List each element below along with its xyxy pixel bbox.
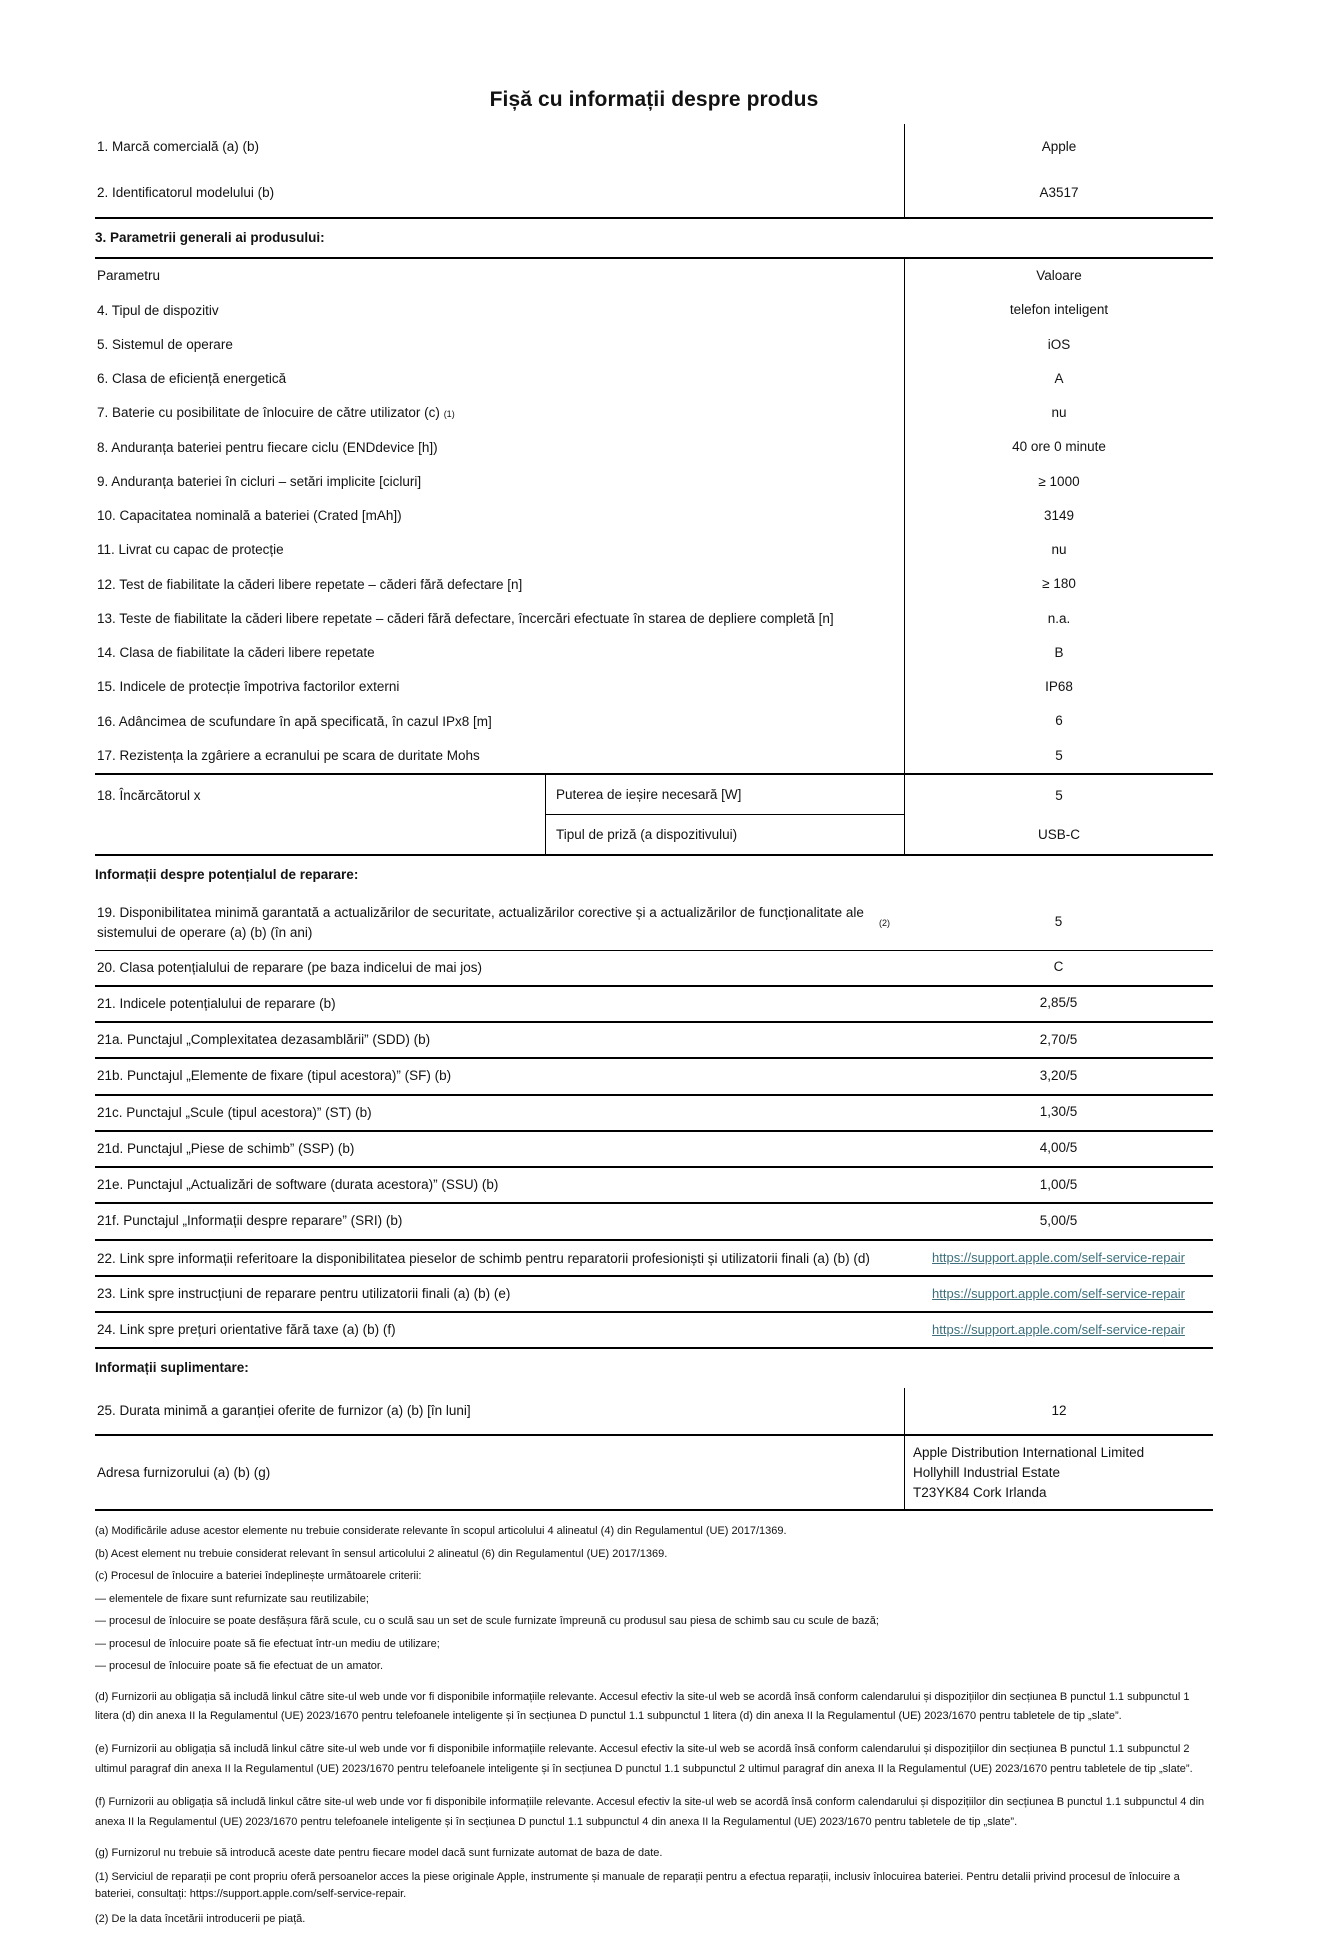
table-row (95, 1313, 1213, 1349)
row-label: 21a. Punctajul „Complexitatea dezasamblării” (SDD) (b) (97, 1032, 431, 1048)
row-label: 13. Teste de fiabilitate la căderi libere repetate – căderi fără defectare, încercări efectuate în starea de depliere completă [n] (97, 610, 834, 626)
row-value: n.a. (904, 602, 1213, 636)
section-title-general: 3. Parametrii generali ai produsului: (95, 219, 1213, 260)
row-value (904, 1277, 1213, 1311)
table-row (95, 1132, 1213, 1168)
footnote-c-item: — procesul de înlocuire se poate desfășura fără scule, cu o sculă sau un set de scule furnizate împreună cu produsul sau piesa de schimb sau cu scule de bază; (95, 1615, 879, 1628)
row-value: IP68 (904, 670, 1213, 704)
row-label: 5. Sistemul de operare (97, 336, 233, 352)
footnote-c-item: — elementele de fixare sunt refurnizate sau reutilizabile; (95, 1592, 369, 1605)
row-label: 21c. Punctajul „Scule (tipul acestora)” (ST) (b) (97, 1104, 372, 1120)
row-label: 2. Identificatorul modelului (b) (97, 185, 275, 201)
row-label: 21d. Punctajul „Piese de schimb” (SSP) (b) (97, 1140, 355, 1156)
footnote-g: (g) Furnizorul nu trebuie să introducă aceste date pentru fiecare model dacă sunt furnizate automat de baza de date. (95, 1847, 663, 1860)
row-label: 11. Livrat cu capac de protecție (97, 542, 284, 558)
table-row (95, 294, 1213, 328)
table-row (95, 499, 1213, 533)
table-row (95, 636, 1213, 670)
row-value: 5 (904, 739, 1213, 773)
row-label: 23. Link spre instrucțiuni de reparare pentru utilizatorii finali (a) (b) (e) (97, 1285, 511, 1301)
footnote-c-item: — procesul de înlocuire poate să fie efectuat într-un mediu de utilizare; (95, 1637, 440, 1650)
table-row (95, 951, 1213, 987)
table-row (95, 124, 1213, 170)
row-value: nu (904, 533, 1213, 567)
row-label: Adresa furnizorului (a) (b) (g) (97, 1464, 271, 1480)
section-title-additional: Informații suplimentare: (95, 1360, 249, 1376)
table-row (95, 602, 1213, 636)
row-value: iOS (904, 328, 1213, 362)
row-value: 12 (904, 1388, 1213, 1434)
table-row (95, 739, 1213, 773)
footnote-2: (2) De la data încetării introducerii pe piață. (95, 1913, 306, 1926)
table-row (95, 362, 1213, 396)
row-value: 5 (1054, 913, 1063, 929)
footnote-a: (a) Modificările aduse acestor elemente nu trebuie considerate relevante în scopul articolului 4 alineatul (4) din Regulamentul (UE) 2017/1369. (95, 1525, 787, 1538)
table-row (95, 1023, 1213, 1059)
row-label: 1. Marcă comercială (a) (b) (97, 139, 260, 154)
row-value: 1,30/5 (1039, 1104, 1078, 1120)
self-service-repair-link[interactable]: https://support.apple.com/self-service-repair (932, 1285, 1185, 1301)
row-label: 21. Indicele potențialului de reparare (b) (97, 995, 336, 1011)
row-value: A (904, 362, 1213, 396)
table-row (95, 705, 1213, 739)
table-row (95, 170, 1213, 216)
table-row (95, 1388, 1213, 1436)
row-value: telefon inteligent (904, 294, 1213, 328)
row-label: 10. Capacitatea nominală a bateriei (Crated [mAh]) (97, 508, 402, 524)
table-row (95, 987, 1213, 1023)
row-label: 15. Indicele de protecție împotriva factorilor externi (97, 679, 400, 695)
table-row (95, 670, 1213, 704)
charger-sub-label: Tipul de priză (a dispozitivului) (545, 815, 904, 854)
row-label: 20. Clasa potențialului de reparare (pe baza indicelui de mai jos) (97, 959, 482, 975)
footnote-c: (c) Procesul de înlocuire a bateriei îndeplinește următoarele criterii: (95, 1570, 422, 1583)
table-row (95, 431, 1213, 465)
row-value: 4,00/5 (1039, 1140, 1078, 1156)
table-row (95, 328, 1213, 362)
row-value: 2,85/5 (1039, 995, 1078, 1011)
row-label: 17. Rezistența la zgâriere a ecranului pe scara de duritate Mohs (97, 747, 480, 763)
identity-block (95, 124, 1213, 219)
table-row (95, 396, 1213, 430)
supplier-address (904, 1436, 1213, 1509)
row-value: 1,00/5 (1039, 1176, 1078, 1192)
charger-sub-label: Puterea de ieșire necesară [W] (545, 775, 904, 815)
footnote-b: (b) Acest element nu trebuie considerat relevant în sensul articolului 2 alineatul (6) din Regulamentul (UE) 2017/1369. (95, 1547, 668, 1560)
row-label: 9. Anduranța bateriei în cicluri – setări implicite [cicluri] (97, 473, 422, 489)
row-label: 8. Anduranța bateriei pentru fiecare ciclu (ENDdevice [h]) (97, 439, 438, 455)
supplier-address-line: T23YK84 Cork Irlanda (913, 1484, 1047, 1500)
table-row (95, 1059, 1213, 1095)
row-value: Apple (904, 124, 1213, 170)
row-label: 16. Adâncimea de scufundare în apă specificată, în cazul IPx8 [m] (97, 713, 492, 729)
section-title-repair: Informații despre potențialul de reparare: (95, 867, 359, 883)
row-label: 22. Link spre informații referitoare la disponibilitatea pieselor de schimb pentru reparatorii profesioniști și utilizatorii finali (a) (b) (d) (97, 1250, 870, 1266)
supplier-address-line: Apple Distribution International Limited (913, 1445, 1145, 1461)
row-label: 21e. Punctajul „Actualizări de software (durata acestora)” (SSU) (b) (97, 1177, 499, 1193)
row-label: 4. Tipul de dispozitiv (97, 302, 219, 318)
footnote-c-item: — procesul de înlocuire poate să fie efectuat de un amator. (95, 1660, 384, 1673)
table-row (95, 568, 1213, 602)
row-label: 19. Disponibilitatea minimă garantată a actualizărilor de securitate, actualizărilor corective și a actualizărilor de funcționalitate ale sistemului de operare (a) (b) (în ani) (2) (97, 905, 890, 941)
row-label: 21b. Punctajul „Elemente de fixare (tipul acestora)” (SF) (b) (97, 1068, 452, 1084)
footnote-d: (d) Furnizorii au obligația să includă linkul către site-ul web unde vor fi disponibile informațiile relevante. Accesul efectiv la site-ul web se acordă însă conform calendarului și dispozițiilor din secțiunea B punctul 1.1 subpunctul 1 litera (d) din anexa II la Regulamentul (UE) 2023/1670 pentru telefoanele inteligente și în secțiunea D punctul 1.1 subpunctul 1 litera (d) din anexa II la Regulamentul (UE) 2023/1670 pentru tabletele de tip „slate”. (95, 1690, 1190, 1723)
row-label: 21f. Punctajul „Informații despre reparare” (SRI) (b) (97, 1213, 403, 1229)
general-parameters-block (95, 259, 1213, 775)
table-row (95, 1277, 1213, 1313)
row-value: 3,20/5 (1039, 1067, 1078, 1083)
row-value: 40 ore 0 minute (904, 431, 1213, 465)
row-label: 25. Durata minimă a garanției oferite de furnizor (a) (b) [în luni] (97, 1403, 471, 1419)
row-value (904, 1241, 1213, 1275)
row-value: 3149 (904, 499, 1213, 533)
charger-row (95, 775, 1213, 856)
page-title: Fișă cu informații despre produs (489, 88, 819, 111)
table-row (95, 533, 1213, 567)
footnotes (95, 1511, 1213, 1927)
self-service-repair-link[interactable]: https://support.apple.com/self-service-repair (932, 1249, 1185, 1265)
row-value: C (1053, 959, 1064, 975)
supplier-address-row (95, 1436, 1213, 1511)
row-label: 7. Baterie cu posibilitate de înlocuire de către utilizator (c) (1) (97, 405, 455, 421)
charger-sub-value: 5 (904, 775, 1213, 815)
table-row (95, 1096, 1213, 1132)
column-header-valoare: Valoare (904, 259, 1213, 293)
row-label: 14. Clasa de fiabilitate la căderi libere repetate (97, 645, 375, 661)
supplier-address-line: Hollyhill Industrial Estate (913, 1464, 1061, 1480)
product-information-sheet (95, 0, 1213, 1928)
charger-sub-value: USB-C (904, 815, 1213, 854)
row-value: B (904, 636, 1213, 670)
row-label: 6. Clasa de eficiență energetică (97, 371, 287, 387)
table-row (95, 1204, 1213, 1240)
table-row (95, 1168, 1213, 1204)
table-row (95, 465, 1213, 499)
row-value: nu (904, 396, 1213, 430)
row-value: 2,70/5 (1039, 1031, 1078, 1047)
row-value: ≥ 180 (904, 568, 1213, 602)
row-value: ≥ 1000 (904, 465, 1213, 499)
row-label: 18. Încărcătorul x (97, 788, 201, 804)
footnote-e: (e) Furnizorii au obligația să includă linkul către site-ul web unde vor fi disponibile informațiile relevante. Accesul efectiv la site-ul web se acordă însă conform calendarului și dispozițiilor din secțiunea B punctul 1.1 subpunctul 2 ultimul paragraf din anexa II la Regulamentul (UE) 2023/1670 pentru telefoanele inteligente și în secțiunea D punctul 1.1 subpunctul 2 ultimul paragraf din anexa II la Regulamentul (UE) 2023/1670 pentru tabletele de tip „slate”. (95, 1743, 1193, 1775)
table-row (95, 895, 1213, 951)
column-header-parametru: Parametru (97, 268, 161, 284)
self-service-repair-link[interactable]: https://support.apple.com/self-service-repair (932, 1322, 1185, 1338)
table-row (95, 1241, 1213, 1277)
row-value: 5,00/5 (1039, 1212, 1078, 1228)
row-value: A3517 (904, 170, 1213, 216)
row-label: 24. Link spre prețuri orientative fără taxe (a) (b) (f) (97, 1322, 396, 1338)
row-label: 12. Test de fiabilitate la căderi libere repetate – căderi fără defectare [n] (97, 576, 523, 592)
footnote-1: (1) Serviciul de reparații pe cont propriu oferă persoanelor acces la piese originale Apple, instrumente și manuale de reparații pentru a efectua reparații, inclusiv înlocuirea bateriei. Pentru detalii privind procesul de înlocuire a bateriei, consultați: https://support.apple.com/self-service-repair. (95, 1870, 1180, 1901)
row-value: 6 (904, 705, 1213, 739)
footnote-f: (f) Furnizorii au obligația să includă linkul către site-ul web unde vor fi disponibile informațiile relevante. Accesul efectiv la site-ul web se acordă însă conform calendarului și dispozițiilor din secțiunea B punctul 1.1 subpunctul 4 din anexa II la Regulamentul (UE) 2023/1670 pentru telefoanele inteligente și în secțiunea D punctul 1.1 subpunctul 4 din anexa II la Regulamentul (UE) 2023/1670 pentru tabletele de tip „slate”. (95, 1795, 1205, 1828)
row-value (904, 1313, 1213, 1347)
table-header-row (95, 259, 1213, 293)
